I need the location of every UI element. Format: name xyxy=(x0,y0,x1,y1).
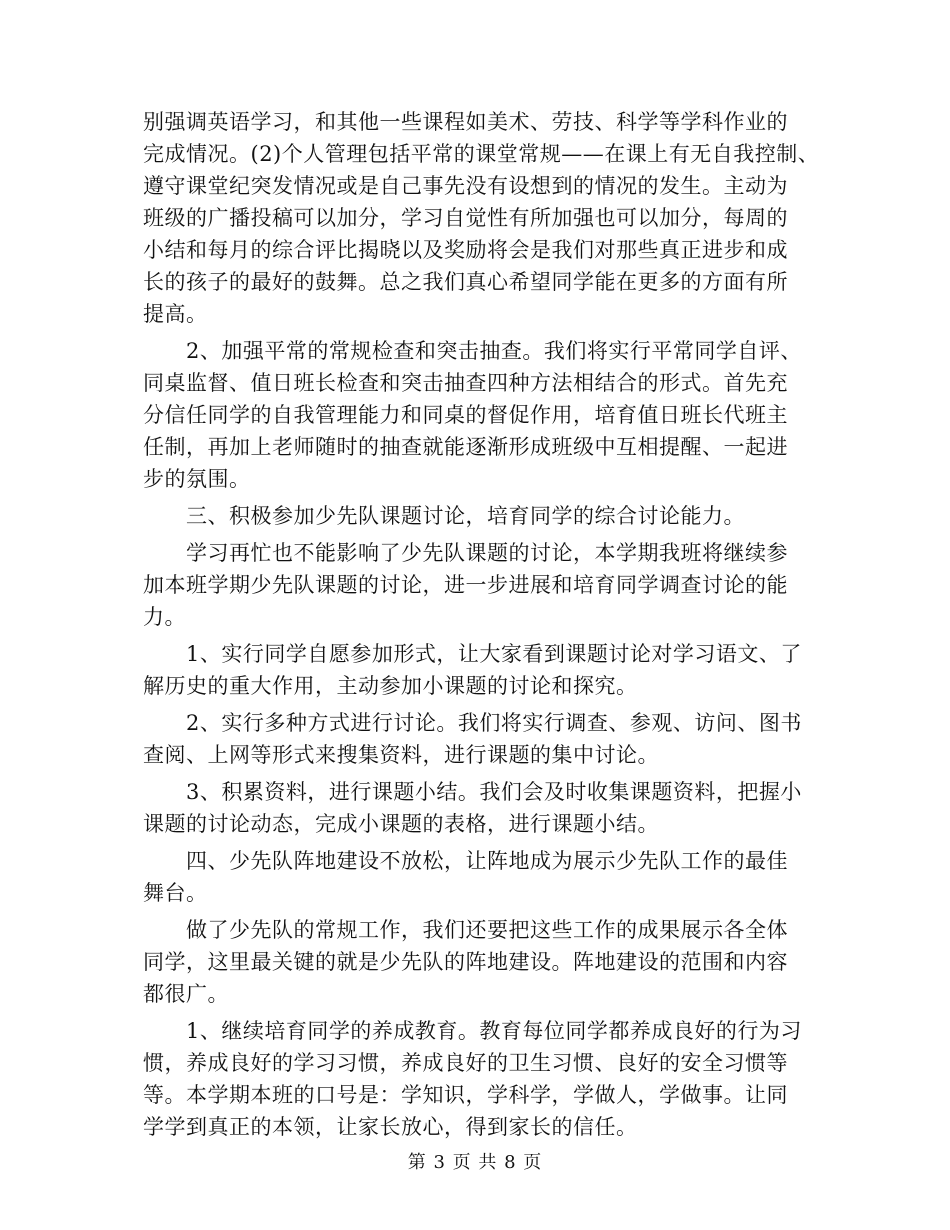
text-line: 学学到真正的本领，让家长放心，得到家长的信任。 xyxy=(143,1115,638,1139)
page-footer: 第 3 页 共 8 页 xyxy=(407,1152,543,1173)
text-line: 3、积累资料，进行课题小结。我们会及时收集课题资料，把握小 xyxy=(143,780,802,804)
text-line: 解历史的重大作用，主动参加小课题的讨论和探究。 xyxy=(143,674,638,698)
text-line: 三、积极参加少先队课题讨论，培育同学的综合讨论能力。 xyxy=(143,504,745,528)
paragraph xyxy=(143,776,803,840)
text-line: 长的孩子的最好的鼓舞。总之我们真心希望同学能在更多的方面有所 xyxy=(143,270,788,294)
paragraph xyxy=(143,500,803,532)
text-line: 小结和每月的综合评比揭晓以及奖励将会是我们对那些真正进步和成 xyxy=(143,238,788,262)
text-line: 同桌监督、值日班长检查和突击抽查四种方法相结合的形式。首先充 xyxy=(143,371,788,395)
text-line: 同学，这里最关键的就是少先队的阵地建设。阵地建设的范围和内容 xyxy=(143,950,788,974)
text-line: 做了少先队的常规工作，我们还要把这些工作的成果展示各全体 xyxy=(143,918,788,942)
text-line: 提高。 xyxy=(143,302,208,326)
text-line: 舞台。 xyxy=(143,881,208,905)
paragraph xyxy=(143,1015,803,1143)
text-line: 等。本学期本班的口号是：学知识，学科学，学做人，学做事。让同 xyxy=(143,1083,788,1107)
text-line: 1、继续培育同学的养成教育。教育每位同学都养成良好的行为习 xyxy=(143,1019,802,1043)
text-line: 查阅、上网等形式来搜集资料，进行课题的集中讨论。 xyxy=(143,743,659,767)
text-line: 惯，养成良好的学习习惯，养成良好的卫生习惯、良好的安全习惯等 xyxy=(143,1051,788,1075)
text-line: 2、加强平常的常规检查和突击抽查。我们将实行平常同学自评、 xyxy=(143,339,802,363)
paragraph xyxy=(143,707,803,771)
paragraph xyxy=(143,845,803,909)
paragraph xyxy=(143,638,803,702)
text-line: 都很广。 xyxy=(143,982,229,1006)
text-line: 步的氛围。 xyxy=(143,467,251,491)
text-line: 2、实行多种方式进行讨论。我们将实行调查、参观、访问、图书 xyxy=(143,711,802,735)
text-line: 完成情况。(2)个人管理包括平常的课堂常规——在课上有无自我控制、 xyxy=(143,142,820,166)
text-line: 力。 xyxy=(143,605,186,629)
text-line: 1、实行同学自愿参加形式，让大家看到课题讨论对学习语文、了 xyxy=(143,642,802,666)
text-line: 四、少先队阵地建设不放松，让阵地成为展示少先队工作的最佳 xyxy=(143,849,788,873)
paragraph xyxy=(143,914,803,1010)
text-line: 班级的广播投稿可以加分，学习自觉性有所加强也可以加分，每周的 xyxy=(143,206,788,230)
text-line: 遵守课堂纪突发情况或是自己事先没有设想到的情况的发生。主动为 xyxy=(143,174,788,198)
text-line: 任制，再加上老师随时的抽查就能逐渐形成班级中互相提醒、一起进 xyxy=(143,435,788,459)
text-line: 学习再忙也不能影响了少先队课题的讨论，本学期我班将继续参 xyxy=(143,541,788,565)
document-body xyxy=(143,106,820,1143)
paragraph xyxy=(143,106,820,330)
paragraph xyxy=(143,537,803,633)
text-line: 别强调英语学习，和其他一些课程如美术、劳技、科学等学科作业的 xyxy=(143,110,788,134)
text-line: 分信任同学的自我管理能力和同桌的督促作用，培育值日班长代班主 xyxy=(143,403,788,427)
text-line: 加本班学期少先队课题的讨论，进一步进展和培育同学调查讨论的能 xyxy=(143,573,788,597)
text-line: 课题的讨论动态，完成小课题的表格，进行课题小结。 xyxy=(143,812,659,836)
paragraph xyxy=(143,335,803,495)
